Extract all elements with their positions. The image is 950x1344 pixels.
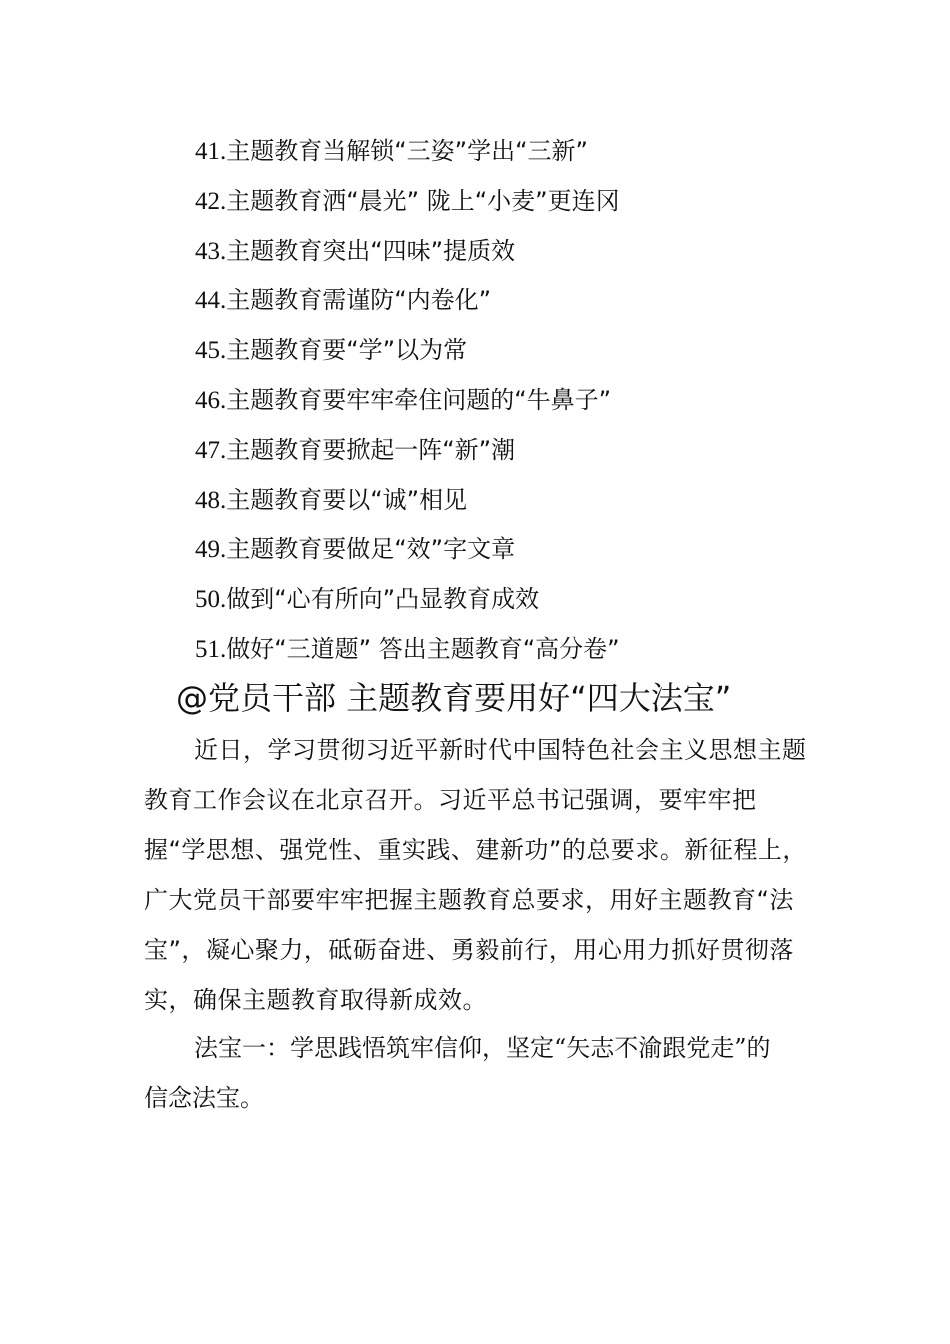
list-item — [195, 133, 620, 183]
item-number: 47. — [195, 436, 227, 464]
list-item — [195, 282, 620, 332]
list-item — [195, 531, 620, 581]
title-list — [195, 133, 620, 681]
item-number: 49. — [195, 536, 227, 564]
item-title: 做好“三道题” 答出主题教育“高分卷” — [226, 634, 620, 663]
item-number: 51. — [195, 635, 227, 663]
list-item — [195, 382, 620, 432]
item-title: 主题教育要牢牢牵住问题的“牛鼻子” — [226, 385, 612, 414]
item-title: 主题教育要“学”以为常 — [226, 336, 468, 365]
treasure-one-paragraph: 法宝一：学思践悟筑牢信仰，坚定“矢志不渝跟党走”的信念法宝。 — [144, 1034, 771, 1112]
item-number: 41. — [195, 138, 227, 165]
item-title: 主题教育当解锁“三姿”学出“三新” — [226, 137, 588, 165]
item-title: 主题教育要做足“效”字文章 — [226, 535, 516, 564]
list-item — [195, 581, 620, 631]
list-item — [195, 183, 620, 233]
item-title: 主题教育要以“诚”相见 — [226, 485, 468, 514]
item-title: 主题教育需谨防“内卷化” — [226, 286, 492, 315]
item-number: 42. — [195, 187, 227, 215]
item-number: 44. — [195, 287, 227, 315]
list-item — [195, 432, 620, 482]
list-item — [195, 631, 620, 681]
item-number: 43. — [195, 237, 227, 265]
list-item — [195, 482, 620, 532]
article-title: @党员干部 主题教育要用好“四大法宝” — [176, 679, 732, 717]
item-number: 48. — [195, 486, 227, 514]
list-item — [195, 332, 620, 382]
intro-paragraph: 近日，学习贯彻习近平新时代中国特色社会主义思想主题教育工作会议在北京召开。习近平总书记强调，要牢牢把握“学思想、强党性、重实践、建新功”的总要求。新征程上，广大党员干部要牢牢把握主题教育总要求，用好主题教育“法宝”，凝心聚力，砥砺奋进、勇毅前行，用心用力抓好贯彻落实，确保主题教育取得新成效。 — [144, 736, 807, 1014]
item-title: 做到“心有所向”凸显教育成效 — [226, 585, 540, 614]
item-title: 主题教育突出“四味”提质效 — [226, 236, 516, 265]
item-number: 45. — [195, 337, 227, 365]
item-title: 主题教育洒“晨光” 陇上“小麦”更连冈 — [226, 186, 620, 215]
item-number: 46. — [195, 386, 227, 414]
item-title: 主题教育要掀起一阵“新”潮 — [226, 435, 516, 464]
list-item — [195, 233, 620, 283]
item-number: 50. — [195, 586, 227, 614]
